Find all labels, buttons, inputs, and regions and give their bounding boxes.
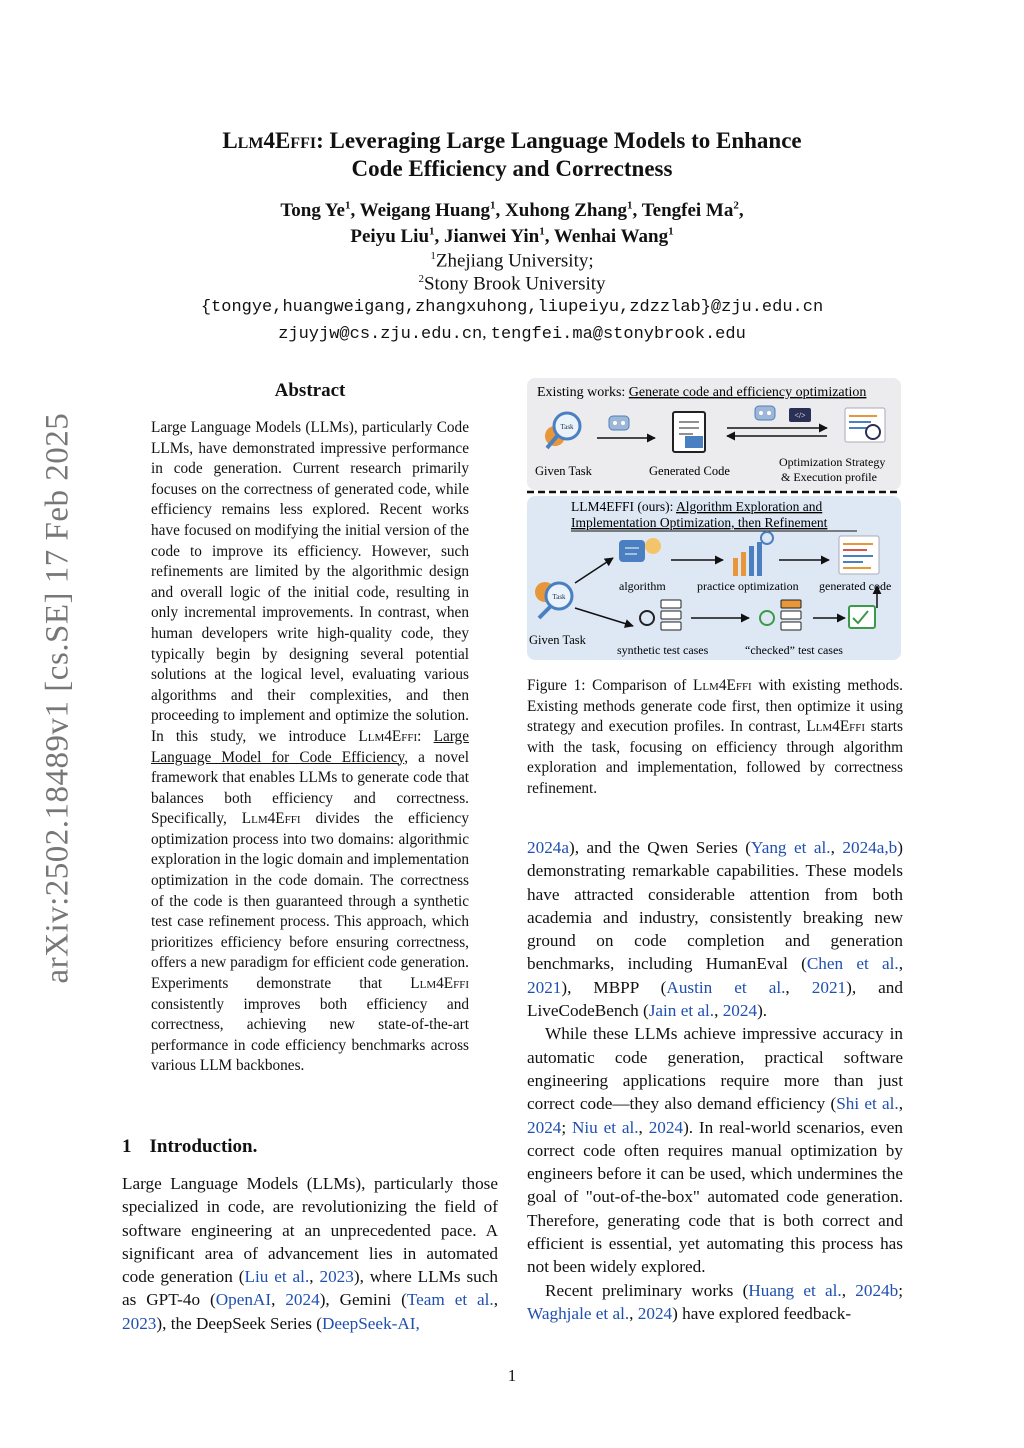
intro-right-t4: ), and LiveCodeBench ( (527, 977, 903, 1021)
intro-text-3: ), Gemini ( (319, 1290, 407, 1310)
title-line1: Leveraging Large Language Models to Enhance (329, 128, 802, 153)
email-2a: zjuyjw@cs.zju.edu.cn (278, 325, 483, 344)
label-practice-optimization: practice optimization (697, 579, 799, 593)
authors-text-2: Peiyu Liu$^1$, Jianwei Yin$^1$, Wenhai Wang$^1$ (350, 226, 674, 248)
citation-shi-year[interactable]: 2024 (527, 1117, 562, 1137)
authors-line1 (120, 200, 904, 222)
citation-waghjale-year[interactable]: 2024 (637, 1303, 673, 1323)
intro-p3-t1: Recent preliminary works ( (545, 1280, 749, 1300)
paper-title: Llm4Effi: Leveraging Large Language Models to Enhance Code Efficiency and Correctness (222, 128, 802, 181)
robot-icon (609, 416, 629, 430)
abstract-p4: consistently improves both efficiency and correctness, achieving new state-of-the-art performance in code efficiency benchmarks across various LLM backbones. (151, 995, 469, 1075)
intro-left-column: Large Language Models (LLMs), particularly those specialized in code, are revolutionizing the field of software engineering at an unprecedented pace. A significant area of advancement lies in automated code generation (Liu et al., 2023), where LLMs such as GPT-4o (OpenAI, 2024), Gemini (Team et al., 2023), the DeepSeek Series (DeepSeek-AI, (122, 1174, 499, 1333)
abstract-p1: Large Language Models (LLMs), particularly Code LLMs, have demonstrated impressive performance in code generation. Current research primarily focuses on the correctness of generated code, while efficiency remains less explored. Recent works have focused on modifying the initial version of the code to improve its efficiency. However, such refinements are limited by the algorithmic design and overall logic of the initial code, resulting in only incremental improvements. In contrast, when human developers write high-quality code, they typically begin by designing several potential solutions at the logical level, evaluating various algorithms and their complexities, and then proceeding to implement and optimize the solution. In this study, we introduce (151, 419, 469, 745)
citation-liu[interactable]: Liu et al. (244, 1267, 310, 1287)
code-badge-icon (789, 408, 811, 422)
title-system-name: Llm4Effi (222, 128, 317, 153)
abstract-p3: divides the efficiency optimization process into two domains: algorithmic exploration in the logic domain and implementation optimization in the code domain. The correctness of the code is then guaranteed through a synthetic test case refinement process. This approach, which prioritizes efficiency before ensuring correctness, offers a new paradigm for efficient code generation. Experiments demonstrate that (151, 810, 469, 993)
affiliation-2-text: Stony Brook University (423, 273, 606, 295)
caption-system-name: Llm4Effi (692, 677, 752, 694)
intro-text-1: Large Language Models (LLMs), particularly those specialized in code, are revolutionizing the field of software engineering at an unprecedented pace. A significant area of advancement lies in automated code generation ( (122, 1174, 498, 1287)
citation-huang[interactable]: Huang et al. (748, 1280, 842, 1300)
abstract-p2: , a novel framework that enables LLMs to generate code that balances both efficiency and correctness. Specifically, (151, 748, 470, 828)
intro-text-4: ), the DeepSeek Series ( (156, 1313, 322, 1333)
intro-p2-t2: ). In real-world scenarios, even correct code often requires manual optimization by engineers before it can be used, which undermines the goal of "out-of-the-box" automated code generation. Therefore, generating code that is both correct and efficient is essential, yet automating this process has not been widely explored. (527, 1117, 904, 1277)
figure-caption (527, 676, 903, 800)
intro-right-t1: ), and the Qwen Series ( (569, 838, 752, 857)
citation-shi[interactable]: Shi et al. (836, 1094, 899, 1114)
citation-deepseek-year[interactable]: 2024a (527, 838, 570, 857)
citation-team-year[interactable]: 2023 (122, 1313, 157, 1333)
intro-p3-t2: ) have explored feedback- (672, 1303, 852, 1323)
intro-right-column (527, 836, 903, 1325)
authors-text-1: Tong Ye$^1$, Weigang Huang$^1$, Xuhong Zhang$^1$, Tengfei Ma$^2$, (280, 200, 744, 222)
label-generated-code: Generated Code (649, 464, 730, 478)
citation-chen-year[interactable]: 2021 (527, 977, 562, 997)
section-number: 1 (122, 1136, 132, 1157)
abstract-body: Large Language Models (LLMs), particularly Code LLMs, have demonstrated impressive performance in code generation. Current research primarily focuses on the correctness of generated code, while efficiency remains less explored. Recent works have focused on modifying the initial version of the code to improve its efficiency. However, such refinements are limited by the algorithmic design and overall logic of the initial code, resulting in only incremental improvements. In contrast, when human developers write high-quality code, they typically begin by designing several potential solutions at the logical level, evaluating various algorithms and their complexities, and then proceeding to implement and optimize the solution. In this study, we introduce Llm4Effi: Large Language Model for Code Efficiency, a novel framework that enables LLMs to generate code that balances both efficiency and correctness. Specifically, Llm4Effi divides the efficiency optimization process into two domains: algorithmic exploration in the logic domain and implementation optimization in the code domain. The correctness of the code is then guaranteed through a synthetic test case refinement process. This approach, which prioritizes efficiency before ensuring correctness, offers a new paradigm for efficient code generation. Experiments demonstrate that Llm4Effi consistently improves both efficiency and correctness, achieving new state-of-the-art performance in code efficiency benchmarks across various LLM backbones. (151, 419, 470, 1075)
citation-yang-year[interactable]: 2024a,b (842, 838, 898, 857)
citation-chen[interactable]: Chen et al. (806, 954, 899, 974)
citation-deepseek[interactable]: DeepSeek-AI, (321, 1313, 420, 1333)
email-2b: tengfei.ma@stonybrook.edu (490, 325, 746, 344)
citation-austin-year[interactable]: 2021 (811, 977, 847, 997)
citation-openai[interactable]: OpenAI (215, 1290, 272, 1310)
svg-text:Task: Task (552, 593, 566, 601)
svg-text:</>: </> (794, 411, 806, 420)
affiliation-1-text: Zhejiang University; (435, 250, 594, 272)
label-opt-strategy-2: & Execution profile (781, 470, 877, 484)
label-generated-code-bottom: generated code (819, 579, 892, 593)
document-code-icon (673, 412, 705, 452)
label-synthetic-tests: synthetic test cases (617, 643, 709, 657)
caption-system-name-2: Llm4Effi (806, 718, 866, 736)
email-line2: zjuyjw@cs.zju.edu.cn, tengfei.ma@stonybrook.edu (278, 323, 746, 344)
citation-niu[interactable]: Niu et al. (571, 1117, 639, 1137)
caption-prefix: Figure 1: Comparison of (527, 677, 687, 694)
citation-jain[interactable]: Jain et al. (648, 1001, 715, 1021)
intro-text-2: ), where LLMs such as GPT-4o ( (122, 1267, 499, 1310)
bottom-header-2: Implementation Optimization, then Refinement (571, 515, 828, 530)
profile-chart-icon (845, 408, 885, 442)
caption-text-2: starts with the task, focusing on efficiency through algorithm exploration and implementation, followed by correctness refinement. (527, 718, 904, 797)
intro-right-t5: ). (757, 1001, 768, 1021)
intro-p2-t1: While these LLMs achieve impressive accuracy in automatic code generation, practical software engineering applications require more than just correct code—they also demand efficiency ( (527, 1024, 903, 1114)
citation-openai-year[interactable]: 2024 (285, 1290, 320, 1310)
citation-jain-year[interactable]: 2024 (722, 1001, 758, 1021)
abstract-expansion: Large Language Model for Code Efficiency (151, 727, 469, 766)
citation-huang-year[interactable]: 2024b (855, 1280, 899, 1300)
intro-right-p2: While these LLMs achieve impressive accuracy in automatic code generation, practical software engineering applications require more than just correct code—they also demand efficiency (Shi et al., 2024; Niu et al., 2024). In real-world scenarios, even correct code often requires manual optimization by engineers before it can be used, which undermines the goal of "out-of-the-box" automated code generation. Therefore, generating code that is both correct and efficient is essential, yet automating this process has not been widely explored. (527, 1024, 904, 1277)
robot-icon-2 (755, 406, 775, 420)
affiliation-1: $^1$Zhejiang University; (430, 250, 594, 272)
generated-code-icon (839, 536, 879, 574)
section-heading-introduction (122, 1136, 257, 1158)
page-number: 1 (507, 1366, 517, 1385)
section-title: Introduction. (149, 1136, 258, 1157)
abstract-heading: Abstract (274, 380, 346, 401)
caption-text-1: with existing methods. Existing methods generate code first, then optimize it using strategy and execution profiles. In contrast, (527, 677, 903, 736)
top-header: Existing works: Generate code and efficiency optimization (537, 385, 867, 400)
citation-liu-year[interactable]: 2023 (319, 1267, 354, 1287)
email-line1: {tongye,huangweigang,zhangxuhong,liupeiyu,zdzzlab}@zju.edu.cn (200, 298, 824, 317)
label-checked-tests: “checked” test cases (745, 643, 843, 657)
bottom-header-1: LLM4EFFI (ours): Algorithm Exploration and (571, 499, 823, 514)
label-algorithm: algorithm (619, 579, 666, 593)
label-given-task-bottom: Given Task (529, 633, 586, 647)
intro-right-t3: ), MBPP ( (561, 977, 667, 997)
label-given-task-top: Given Task (535, 464, 592, 478)
arxiv-identifier: arXiv:2502.18489v1 [cs.SE] 17 Feb 2025 (39, 412, 76, 984)
citation-austin[interactable]: Austin et al. (666, 977, 786, 997)
abstract-system-name-3: Llm4Effi (410, 975, 469, 993)
intro-right-p1: 2024a), and the Qwen Series (Yang et al., 2024a,b) demonstrating remarkable capabilities. These models have attracted considerable attention from both academia and industry, consistently breaking new ground on code completion and generation benchmarks, including HumanEval (Chen et al., 2021), MBPP (Austin et al., 2021), and LiveCodeBench (Jain et al., 2024). (527, 838, 904, 1021)
verify-icon (849, 606, 875, 628)
intro-right-p3: Recent preliminary works (Huang et al., 2024b; Waghjale et al., 2024) have explored feedback- (527, 1280, 903, 1323)
citation-yang[interactable]: Yang et al. (751, 838, 831, 857)
intro-right-t2: ) demonstrating remarkable capabilities. These models have attracted considerable attention from both academia and industry, consistently breaking new ground on code completion and generation benchmarks, including HumanEval ( (527, 838, 904, 974)
citation-waghjale[interactable]: Waghjale et al. (527, 1303, 630, 1323)
abstract-system-name-2: Llm4Effi (241, 810, 301, 828)
svg-text:Task: Task (560, 423, 574, 431)
label-opt-strategy-1: Optimization Strategy (779, 455, 886, 469)
citation-niu-year[interactable]: 2024 (648, 1117, 684, 1137)
title-line2: Code Efficiency and Correctness (351, 156, 673, 181)
affiliation-2: $^2$Stony Brook University (418, 273, 606, 295)
abstract-system-name: Llm4Effi (358, 727, 418, 745)
figure-1 (527, 378, 901, 660)
citation-team[interactable]: Team et al. (406, 1290, 494, 1310)
authors-line2 (120, 226, 904, 248)
